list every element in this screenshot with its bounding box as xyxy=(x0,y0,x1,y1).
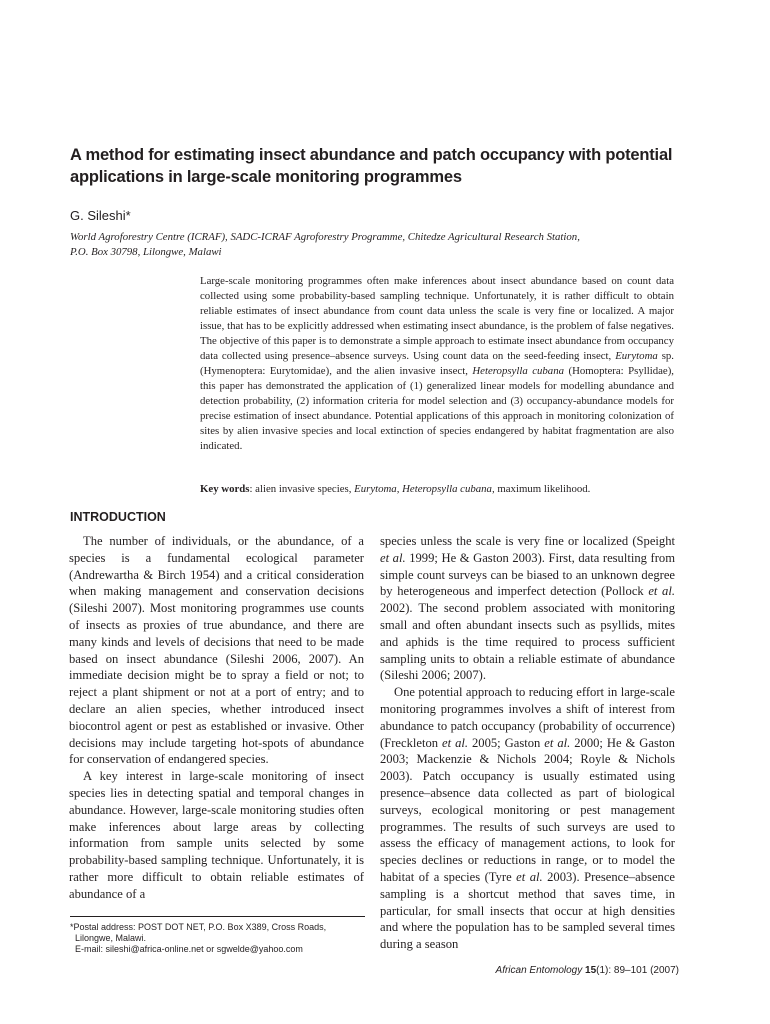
keywords-italic: Eurytoma, Heteropsylla cubana, xyxy=(354,483,495,495)
right-column xyxy=(380,533,675,953)
section-heading-introduction: INTRODUCTION xyxy=(70,510,166,524)
keywords-sep: : alien invasive species, xyxy=(249,483,355,495)
intro-paragraph-1: The number of individuals, or the abundance, of a species is a fundamental ecological parameter (Andrewartha & Birch 1954) and a critical consideration when making management and conservation decisions (Sileshi 2007). Most monitoring programmes use counts of insects as proxies of true abundance, and there are many kinds and levels of decisions that need to be made based on insect abundance (Sileshi 2006, 2007). An immediate decision might be to spray a field or not; to reject a plant shipment or not at a port of entry; and to declare an alien species, whether introduced insect biocontrol agent or pest as established or invasive. Other decisions may include targeting hot-spots of abundance for conservation of endangered species. xyxy=(69,534,364,767)
right-etal-1: et al. xyxy=(380,550,406,565)
affiliation-line-2: P.O. Box 30798, Lilongwe, Malawi xyxy=(70,246,222,258)
right-etal-2: et al. xyxy=(648,584,676,599)
footnote-line-1: *Postal address: POST DOT NET, P.O. Box X389, Cross Roads, xyxy=(70,922,327,932)
right-text-2d: 2003). Presence–absence sampling is a shortcut method that saves time, in particular, for small insects that occur at high densities and where the population has to be sampled several times during a season xyxy=(380,869,676,952)
intro-paragraph-4 xyxy=(380,684,675,953)
paper-title: A method for estimating insect abundance and patch occupancy with potential applications in large-scale monitoring programmes xyxy=(70,146,673,186)
abstract-species-heteropsylla: Heteropsylla cubana xyxy=(472,365,565,377)
abstract-genus-eurytoma: Eurytoma xyxy=(615,350,658,362)
journal-volume: 15 xyxy=(585,965,597,976)
journal-citation xyxy=(496,965,679,976)
journal-name: African Entomology xyxy=(495,965,583,976)
keywords xyxy=(200,482,674,497)
right-etal-4: et al. xyxy=(544,735,571,750)
right-etal-3: et al. xyxy=(442,735,469,750)
footnote-divider xyxy=(70,916,365,917)
abstract-text-2: sp. (Hymenoptera: Eurytomidae), and the alien invasive insect, xyxy=(200,350,674,377)
abstract-text-1: Large-scale monitoring programmes often make inferences about insect abundance based on count data collected using some probability-based sampling technique. Unfortunately, it is rather difficult to obtain reliable estimates of insect abundance from count data unless the scale is very fine or localized. A major issue, that has to be explicitly addressed when estimating insect abundance, is the problem of false negatives. The objective of this paper is to demonstrate a simple approach to estimate insect abundance from occupancy data collected using presence–absence surveys. Using count data on the seed-feeding insect, xyxy=(200,275,674,362)
abstract xyxy=(200,274,674,454)
right-text-1b: 1999; He & Gaston 2003). First, data resulting from simple count surveys can be biased to an unknown degree by heterogeneous and imperfect detection (Pollock xyxy=(380,550,676,599)
intro-paragraph-2: A key interest in large-scale monitoring of insect species lies in detecting spatial and temporal changes in abundance. However, large-scale monitoring studies often make inferences about large areas by collecting information from sample units selected by some probability-based sampling technique. Unfortunately, it is rather more difficult to obtain reliable estimates of abundance of a xyxy=(69,769,364,901)
footnote-line-2: Lilongwe, Malawi. xyxy=(75,933,147,943)
right-text-2c: 2000; He & Gaston 2003; Mackenzie & Nichols 2004; Royle & Nichols 2003). Patch occupancy is usually estimated using presence–absence data collected as part of biological surveys, ecological monitoring or pest management programmes. The results of such surveys are used to assess the efficacy of management actions, to look for species declines or reductions in range, or to model the habitat of a species (Tyre xyxy=(380,735,675,884)
right-text-2a: One potential approach to reducing effort in large-scale monitoring programmes involves a shift of interest from abundance to patch occupancy (probability of occurrence) (Freckleton xyxy=(380,685,675,750)
right-text-1a: species unless the scale is very fine or localized (Speight xyxy=(380,534,675,548)
right-text-2b: 2005; Gaston xyxy=(468,735,545,750)
author-affiliation xyxy=(70,230,690,260)
affiliation-line-1: World Agroforestry Centre (ICRAF), SADC-ICRAF Agroforestry Programme, Chitedze Agricultural Research Station, xyxy=(70,231,580,243)
keywords-label: Key words xyxy=(200,483,250,495)
footnote-line-3: E-mail: sileshi@africa-online.net or sgwelde@yahoo.com xyxy=(75,944,303,954)
journal-issue-pages: (1): 89–101 (2007) xyxy=(596,965,679,976)
keywords-rest: maximum likelihood. xyxy=(494,483,591,495)
author-name: G. Sileshi* xyxy=(70,208,131,223)
left-column xyxy=(69,533,364,903)
footnote xyxy=(70,922,370,955)
right-text-1c: 2002). The second problem associated with monitoring small and often abundant insects such as psyllids, mites and aphids is the time required to process sufficient sampling units to obtain a reliable estimate of abundance (Sileshi 2006; 2007). xyxy=(380,601,675,683)
intro-paragraph-3 xyxy=(380,533,675,684)
abstract-text-3: (Homoptera: Psyllidae), this paper has demonstrated the application of (1) generalized linear models for modelling abundance and detection probability, (2) information criteria for model selection and (3) occupancy-abundance models for precise estimation of insect abundance. Potential applications of this approach in monitoring colonization of sites by alien invasive species and local extinction of species endangered by habitat fragmentation are also indicated. xyxy=(200,365,675,452)
right-etal-5: et al. xyxy=(516,869,543,884)
